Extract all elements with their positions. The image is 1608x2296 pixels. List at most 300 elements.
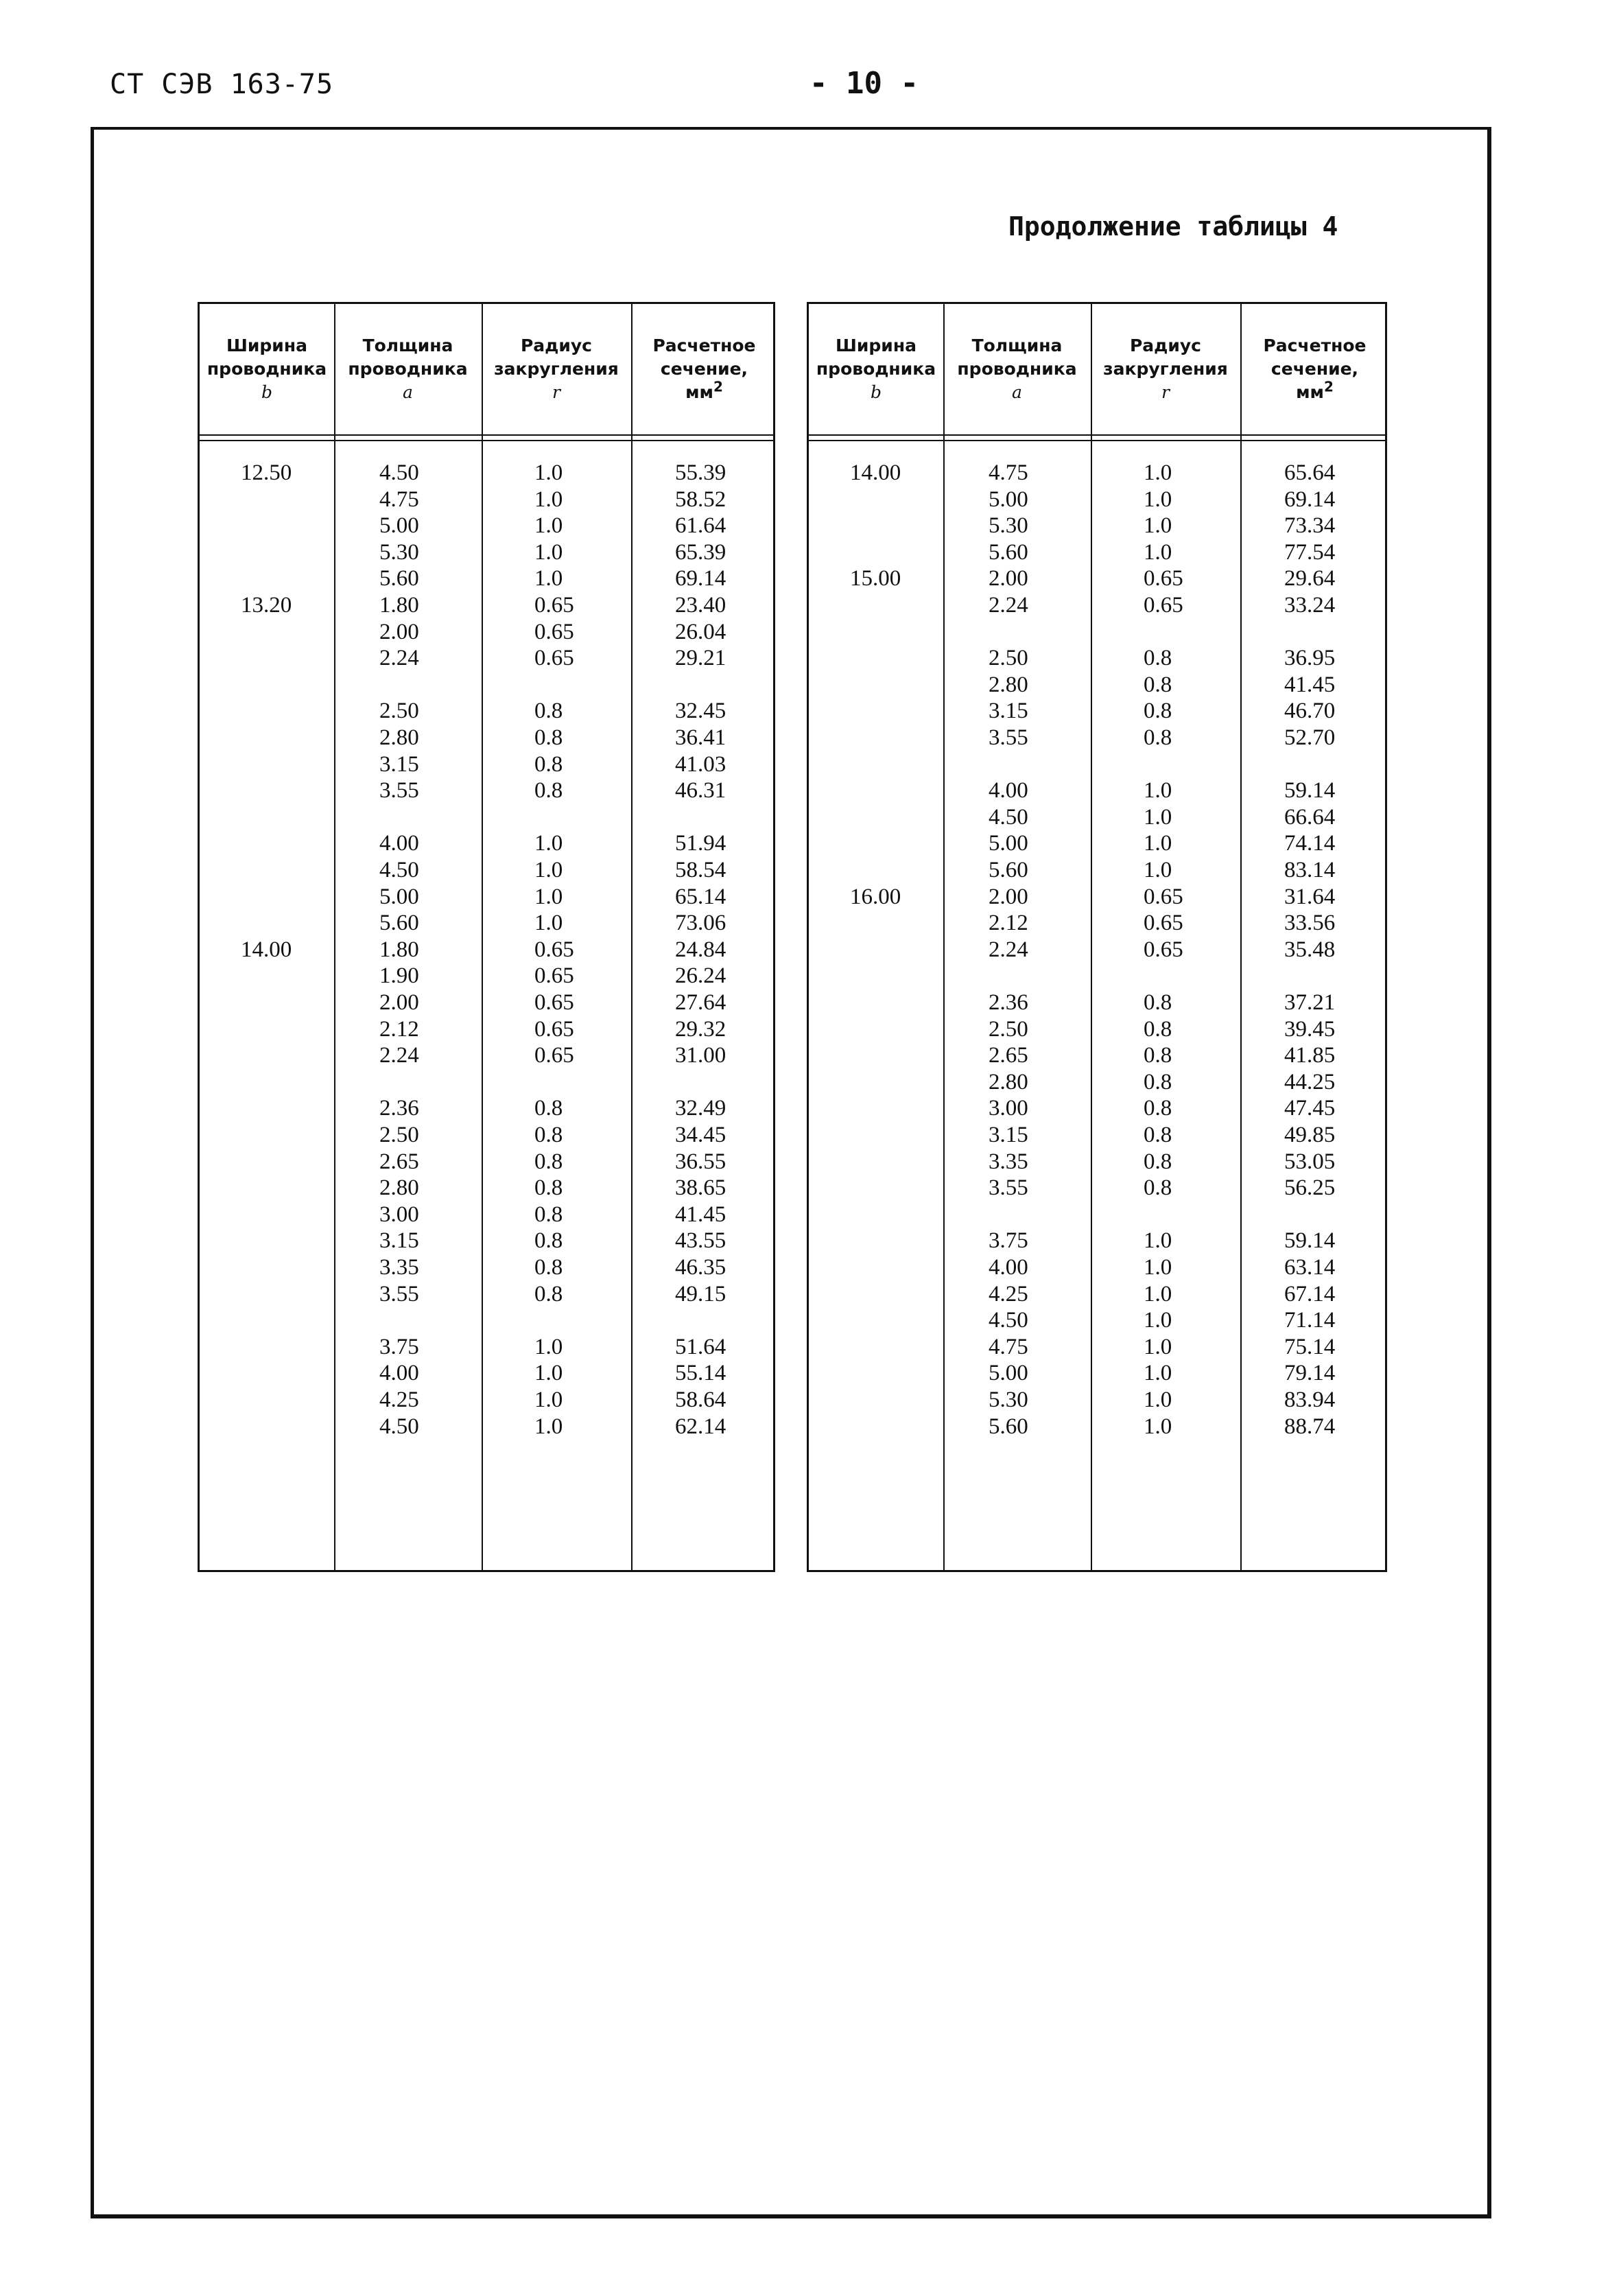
- header-symbol: a: [1012, 382, 1022, 402]
- cell-section: 73.06: [675, 911, 726, 936]
- table-row: [809, 620, 1385, 646]
- cell-width: 15.00: [850, 566, 901, 591]
- cell-section: 51.94: [675, 831, 726, 856]
- cell-section: 56.25: [1284, 1175, 1336, 1201]
- cell-radius: 0.65: [1144, 566, 1183, 591]
- header-section: [1240, 304, 1389, 434]
- table-row: [809, 646, 1385, 672]
- cell-thickness: 5.00: [379, 884, 419, 909]
- cell-section: 36.41: [675, 725, 726, 750]
- cell-thickness: 5.00: [989, 831, 1028, 856]
- cell-radius: 0.8: [534, 1202, 563, 1227]
- cell-thickness: 5.60: [989, 858, 1028, 882]
- header-rule: [200, 434, 773, 436]
- cell-section: 34.45: [675, 1123, 726, 1147]
- cell-section: 41.03: [675, 751, 726, 777]
- cell-radius: 0.8: [534, 1281, 563, 1307]
- cell-radius: 0.8: [534, 699, 563, 724]
- table-row: [200, 911, 773, 937]
- cell-section: 38.65: [675, 1175, 726, 1201]
- cell-section: 49.15: [675, 1281, 726, 1307]
- header-symbol: b: [261, 382, 272, 402]
- table-row: [200, 1414, 773, 1440]
- cell-radius: 0.8: [534, 778, 563, 804]
- cell-radius: 1.0: [534, 1361, 563, 1386]
- header-symbol: r: [1161, 382, 1170, 402]
- cell-thickness: 4.25: [989, 1281, 1028, 1307]
- cell-thickness: 2.80: [989, 1069, 1028, 1094]
- table-row: [200, 1202, 773, 1228]
- cell-thickness: 3.15: [379, 751, 419, 777]
- cell-thickness: 2.36: [379, 1096, 419, 1121]
- cell-thickness: 2.12: [379, 1016, 419, 1042]
- cell-section: 27.64: [675, 990, 726, 1015]
- cell-section: 32.45: [675, 699, 726, 724]
- cell-section: 41.45: [1284, 672, 1336, 697]
- cell-thickness: 5.60: [989, 539, 1028, 565]
- cell-radius: 1.0: [1144, 513, 1172, 539]
- table-row: [200, 646, 773, 672]
- cell-thickness: 3.35: [379, 1255, 419, 1280]
- cell-radius: 0.65: [1144, 911, 1183, 936]
- cell-radius: 1.0: [1144, 487, 1172, 512]
- unit-exponent: 2: [1323, 378, 1334, 395]
- cell-section: 44.25: [1284, 1069, 1336, 1094]
- cell-section: 73.34: [1284, 513, 1336, 539]
- cell-radius: 1.0: [1144, 858, 1172, 882]
- cell-thickness: 4.75: [989, 1334, 1028, 1359]
- cell-radius: 0.8: [534, 1149, 563, 1174]
- cell-thickness: 2.24: [989, 937, 1028, 962]
- table-row: [809, 778, 1385, 804]
- table-row: [200, 990, 773, 1016]
- table-row: [200, 487, 773, 513]
- table-row: [809, 1202, 1385, 1228]
- table-row: [809, 1308, 1385, 1334]
- cell-thickness: 4.50: [379, 460, 419, 485]
- table-row: [200, 1149, 773, 1175]
- cell-section: 33.56: [1284, 911, 1336, 936]
- cell-thickness: 3.00: [989, 1096, 1028, 1121]
- cell-section: 49.85: [1284, 1123, 1336, 1147]
- cell-thickness: 2.24: [379, 646, 419, 671]
- cell-section: 67.14: [1284, 1281, 1336, 1307]
- cell-radius: 0.8: [1144, 990, 1172, 1015]
- cell-radius: 0.8: [1144, 1043, 1172, 1068]
- cell-radius: 0.65: [534, 937, 574, 962]
- cell-section: 39.45: [1284, 1016, 1336, 1042]
- table-row: [809, 1282, 1385, 1308]
- cell-radius: 0.8: [534, 751, 563, 777]
- table-row: [200, 593, 773, 619]
- header-width: [200, 304, 334, 434]
- cell-radius: 1.0: [1144, 831, 1172, 856]
- page-number: - 10 -: [809, 66, 919, 101]
- cell-width: 13.20: [241, 593, 292, 618]
- cell-section: 79.14: [1284, 1361, 1336, 1386]
- table-continuation-title: Продолжение таблицы 4: [1008, 211, 1338, 242]
- cell-thickness: 1.80: [379, 593, 419, 618]
- table-row: [809, 1361, 1385, 1387]
- cell-thickness: 2.50: [379, 699, 419, 724]
- cell-radius: 1.0: [534, 487, 563, 512]
- table-row: [200, 1228, 773, 1254]
- cell-section: 23.40: [675, 593, 726, 618]
- cell-section: 69.14: [1284, 487, 1336, 512]
- table-row: [200, 566, 773, 592]
- cell-radius: 1.0: [534, 1414, 563, 1439]
- cell-radius: 1.0: [534, 460, 563, 485]
- cell-radius: 0.8: [1144, 1016, 1172, 1042]
- cell-radius: 1.0: [534, 858, 563, 882]
- header-rule: [200, 440, 773, 441]
- cell-thickness: 4.00: [989, 778, 1028, 804]
- header-text: сечение,: [660, 359, 748, 379]
- table-row: [200, 778, 773, 804]
- header-symbol: a: [403, 382, 413, 402]
- cell-thickness: 1.80: [379, 937, 419, 962]
- cell-width: 14.00: [241, 937, 292, 962]
- cell-section: 26.24: [675, 963, 726, 989]
- table-row: [809, 540, 1385, 566]
- cell-thickness: 3.75: [379, 1334, 419, 1359]
- cell-radius: 0.8: [534, 1096, 563, 1121]
- cell-radius: 0.65: [534, 990, 574, 1015]
- header-text: Ширина: [836, 336, 917, 355]
- cell-radius: 0.8: [1144, 1123, 1172, 1147]
- cell-section: 26.04: [675, 619, 726, 644]
- cell-section: 47.45: [1284, 1096, 1336, 1121]
- unit-text: мм: [685, 382, 713, 402]
- cell-thickness: 2.12: [989, 911, 1028, 936]
- cell-radius: 0.8: [534, 1228, 563, 1254]
- table-row: [200, 513, 773, 539]
- table-row: [809, 1043, 1385, 1069]
- cell-radius: 0.8: [1144, 725, 1172, 750]
- cell-section: 58.64: [675, 1387, 726, 1412]
- table-row: [809, 566, 1385, 592]
- header-unit: [685, 378, 723, 404]
- table-row: [200, 831, 773, 857]
- table-row: [200, 885, 773, 911]
- cell-thickness: 5.00: [989, 487, 1028, 512]
- cell-radius: 0.65: [1144, 937, 1183, 962]
- cell-thickness: 5.00: [989, 1361, 1028, 1386]
- cell-thickness: 4.00: [379, 1361, 419, 1386]
- cell-section: 33.24: [1284, 593, 1336, 618]
- right-table: [807, 302, 1387, 1572]
- cell-thickness: 1.90: [379, 963, 419, 989]
- cell-section: 37.21: [1284, 990, 1336, 1015]
- cell-radius: 0.65: [534, 646, 574, 671]
- cell-thickness: 4.50: [379, 858, 419, 882]
- table-row: [809, 725, 1385, 751]
- cell-radius: 0.8: [534, 725, 563, 750]
- cell-thickness: 2.00: [379, 990, 419, 1015]
- table-row: [200, 1308, 773, 1334]
- cell-radius: 0.8: [1144, 1096, 1172, 1121]
- cell-width: 16.00: [850, 884, 901, 909]
- cell-thickness: 4.00: [379, 831, 419, 856]
- cell-section: 65.14: [675, 884, 726, 909]
- cell-section: 58.52: [675, 487, 726, 512]
- table-row: [200, 1070, 773, 1096]
- table-row: [200, 1043, 773, 1069]
- cell-radius: 0.8: [1144, 1175, 1172, 1201]
- cell-radius: 1.0: [1144, 778, 1172, 804]
- cell-section: 53.05: [1284, 1149, 1336, 1174]
- table-row: [200, 725, 773, 751]
- table-row: [200, 963, 773, 989]
- header-rule: [809, 440, 1385, 441]
- header-text: закругления: [494, 359, 619, 379]
- table-row: [809, 1149, 1385, 1175]
- header-text: Расчетное: [1263, 336, 1367, 355]
- table-row: [200, 540, 773, 566]
- table-row: [200, 1017, 773, 1043]
- cell-thickness: 3.55: [989, 725, 1028, 750]
- cell-section: 55.39: [675, 460, 726, 485]
- unit-exponent: 2: [713, 378, 723, 395]
- table-row: [809, 460, 1385, 487]
- cell-radius: 1.0: [1144, 1414, 1172, 1439]
- header-text: закругления: [1103, 359, 1228, 379]
- cell-radius: 0.8: [534, 1123, 563, 1147]
- cell-section: 36.95: [1284, 646, 1336, 671]
- table-row: [809, 1175, 1385, 1202]
- cell-radius: 1.0: [1144, 1281, 1172, 1307]
- table-row: [200, 1282, 773, 1308]
- cell-radius: 1.0: [1144, 1334, 1172, 1359]
- cell-thickness: 2.00: [989, 884, 1028, 909]
- cell-thickness: 2.80: [379, 1175, 419, 1201]
- cell-radius: 1.0: [534, 566, 563, 591]
- table-row: [200, 620, 773, 646]
- table-row: [809, 937, 1385, 963]
- cell-radius: 1.0: [1144, 1387, 1172, 1412]
- cell-thickness: 3.55: [379, 778, 419, 804]
- cell-radius: 1.0: [1144, 1228, 1172, 1254]
- cell-section: 51.64: [675, 1334, 726, 1359]
- cell-radius: 0.65: [534, 963, 574, 989]
- cell-section: 77.54: [1284, 539, 1336, 565]
- table-row: [200, 1096, 773, 1122]
- cell-radius: 0.8: [534, 1175, 563, 1201]
- cell-thickness: 3.55: [379, 1281, 419, 1307]
- cell-radius: 1.0: [534, 1334, 563, 1359]
- table-row: [200, 937, 773, 963]
- cell-thickness: 2.50: [379, 1123, 419, 1147]
- cell-thickness: 5.30: [989, 513, 1028, 539]
- table-row: [809, 1228, 1385, 1254]
- header-thickness: [334, 304, 482, 434]
- cell-section: 41.45: [675, 1202, 726, 1227]
- cell-section: 41.85: [1284, 1043, 1336, 1068]
- header-text: проводника: [816, 359, 936, 379]
- cell-thickness: 2.36: [989, 990, 1028, 1015]
- cell-thickness: 2.80: [379, 725, 419, 750]
- cell-thickness: 2.00: [989, 566, 1028, 591]
- cell-radius: 1.0: [1144, 539, 1172, 565]
- left-table: [198, 302, 775, 1572]
- cell-width: 12.50: [241, 460, 292, 485]
- header-text: проводника: [957, 359, 1077, 379]
- cell-thickness: 2.65: [379, 1149, 419, 1174]
- header-radius: [482, 304, 631, 434]
- cell-section: 59.14: [1284, 1228, 1336, 1254]
- cell-thickness: 2.65: [989, 1043, 1028, 1068]
- header-rule: [809, 434, 1385, 436]
- cell-thickness: 2.50: [989, 1016, 1028, 1042]
- cell-thickness: 5.60: [379, 911, 419, 936]
- cell-width: 14.00: [850, 460, 901, 485]
- cell-section: 35.48: [1284, 937, 1336, 962]
- cell-section: 29.64: [1284, 566, 1336, 591]
- cell-thickness: 3.55: [989, 1175, 1028, 1201]
- table-row: [809, 1414, 1385, 1440]
- table-row: [809, 1335, 1385, 1361]
- header-text: Расчетное: [652, 336, 756, 355]
- cell-section: 29.32: [675, 1016, 726, 1042]
- table-row: [200, 1335, 773, 1361]
- cell-thickness: 4.25: [379, 1387, 419, 1412]
- cell-section: 43.55: [675, 1228, 726, 1254]
- cell-section: 83.94: [1284, 1387, 1336, 1412]
- cell-thickness: 4.50: [989, 1308, 1028, 1333]
- header-symbol: b: [870, 382, 882, 402]
- table-row: [809, 885, 1385, 911]
- cell-radius: 0.8: [1144, 1149, 1172, 1174]
- table-row: [809, 1255, 1385, 1281]
- cell-section: 36.55: [675, 1149, 726, 1174]
- table-row: [200, 1361, 773, 1387]
- table-row: [200, 752, 773, 778]
- cell-section: 46.35: [675, 1255, 726, 1280]
- table-row: [200, 805, 773, 831]
- cell-radius: 0.65: [534, 1016, 574, 1042]
- cell-radius: 1.0: [1144, 1361, 1172, 1386]
- document-code: СТ СЭВ 163-75: [110, 69, 334, 100]
- cell-section: 32.49: [675, 1096, 726, 1121]
- cell-thickness: 3.15: [989, 699, 1028, 724]
- cell-section: 46.31: [675, 778, 726, 804]
- table-row: [809, 805, 1385, 831]
- cell-radius: 0.8: [1144, 699, 1172, 724]
- table-row: [809, 990, 1385, 1016]
- cell-radius: 1.0: [534, 513, 563, 539]
- table-row: [809, 672, 1385, 699]
- table-row: [809, 963, 1385, 989]
- cell-section: 66.64: [1284, 804, 1336, 830]
- cell-thickness: 2.00: [379, 619, 419, 644]
- cell-thickness: 3.15: [379, 1228, 419, 1254]
- header-symbol: r: [552, 382, 560, 402]
- cell-section: 55.14: [675, 1361, 726, 1386]
- table-row: [200, 1255, 773, 1281]
- header-text: Радиус: [1129, 336, 1202, 355]
- cell-thickness: 5.60: [379, 566, 419, 591]
- table-row: [809, 487, 1385, 513]
- header-text: Толщина: [971, 336, 1063, 355]
- header-thickness: [943, 304, 1091, 434]
- header-section: [631, 304, 777, 434]
- cell-section: 63.14: [1284, 1255, 1336, 1280]
- cell-radius: 1.0: [534, 884, 563, 909]
- cell-radius: 0.8: [1144, 672, 1172, 697]
- table-row: [809, 858, 1385, 884]
- table-row: [200, 460, 773, 487]
- table-row: [809, 1070, 1385, 1096]
- cell-radius: 1.0: [1144, 804, 1172, 830]
- cell-radius: 0.8: [1144, 646, 1172, 671]
- header-text: Ширина: [226, 336, 307, 355]
- cell-radius: 1.0: [534, 831, 563, 856]
- header-radius: [1091, 304, 1240, 434]
- cell-thickness: 3.15: [989, 1123, 1028, 1147]
- cell-section: 46.70: [1284, 699, 1336, 724]
- cell-thickness: 4.50: [379, 1414, 419, 1439]
- table-row: [200, 1175, 773, 1202]
- cell-thickness: 4.75: [989, 460, 1028, 485]
- table-row: [200, 858, 773, 884]
- header-text: проводника: [348, 359, 468, 379]
- cell-thickness: 3.00: [379, 1202, 419, 1227]
- cell-radius: 1.0: [1144, 1255, 1172, 1280]
- cell-radius: 1.0: [534, 911, 563, 936]
- cell-thickness: 2.24: [989, 593, 1028, 618]
- table-row: [200, 1123, 773, 1149]
- cell-thickness: 5.60: [989, 1414, 1028, 1439]
- cell-thickness: 5.30: [379, 539, 419, 565]
- cell-section: 61.64: [675, 513, 726, 539]
- table-row: [809, 513, 1385, 539]
- cell-radius: 0.65: [534, 619, 574, 644]
- cell-thickness: 4.75: [379, 487, 419, 512]
- table-row: [809, 593, 1385, 619]
- header-text: Толщина: [362, 336, 453, 355]
- cell-section: 71.14: [1284, 1308, 1336, 1333]
- table-row: [809, 1017, 1385, 1043]
- cell-radius: 0.65: [534, 593, 574, 618]
- table-row: [809, 752, 1385, 778]
- cell-radius: 1.0: [534, 1387, 563, 1412]
- cell-section: 62.14: [675, 1414, 726, 1439]
- cell-radius: 0.65: [534, 1043, 574, 1068]
- header-unit: [1296, 378, 1334, 404]
- cell-section: 29.21: [675, 646, 726, 671]
- cell-thickness: 2.24: [379, 1043, 419, 1068]
- cell-thickness: 5.00: [379, 513, 419, 539]
- header-text: проводника: [206, 359, 327, 379]
- cell-thickness: 4.00: [989, 1255, 1028, 1280]
- unit-text: мм: [1296, 382, 1324, 402]
- cell-section: 31.64: [1284, 884, 1336, 909]
- header-text: сечение,: [1270, 359, 1359, 379]
- cell-radius: 1.0: [534, 539, 563, 565]
- cell-section: 59.14: [1284, 778, 1336, 804]
- cell-section: 83.14: [1284, 858, 1336, 882]
- cell-radius: 1.0: [1144, 460, 1172, 485]
- table-row: [200, 1387, 773, 1414]
- table-row: [809, 911, 1385, 937]
- cell-section: 24.84: [675, 937, 726, 962]
- cell-thickness: 4.50: [989, 804, 1028, 830]
- cell-thickness: 2.80: [989, 672, 1028, 697]
- cell-radius: 0.65: [1144, 884, 1183, 909]
- cell-section: 88.74: [1284, 1414, 1336, 1439]
- cell-thickness: 3.75: [989, 1228, 1028, 1254]
- cell-section: 58.54: [675, 858, 726, 882]
